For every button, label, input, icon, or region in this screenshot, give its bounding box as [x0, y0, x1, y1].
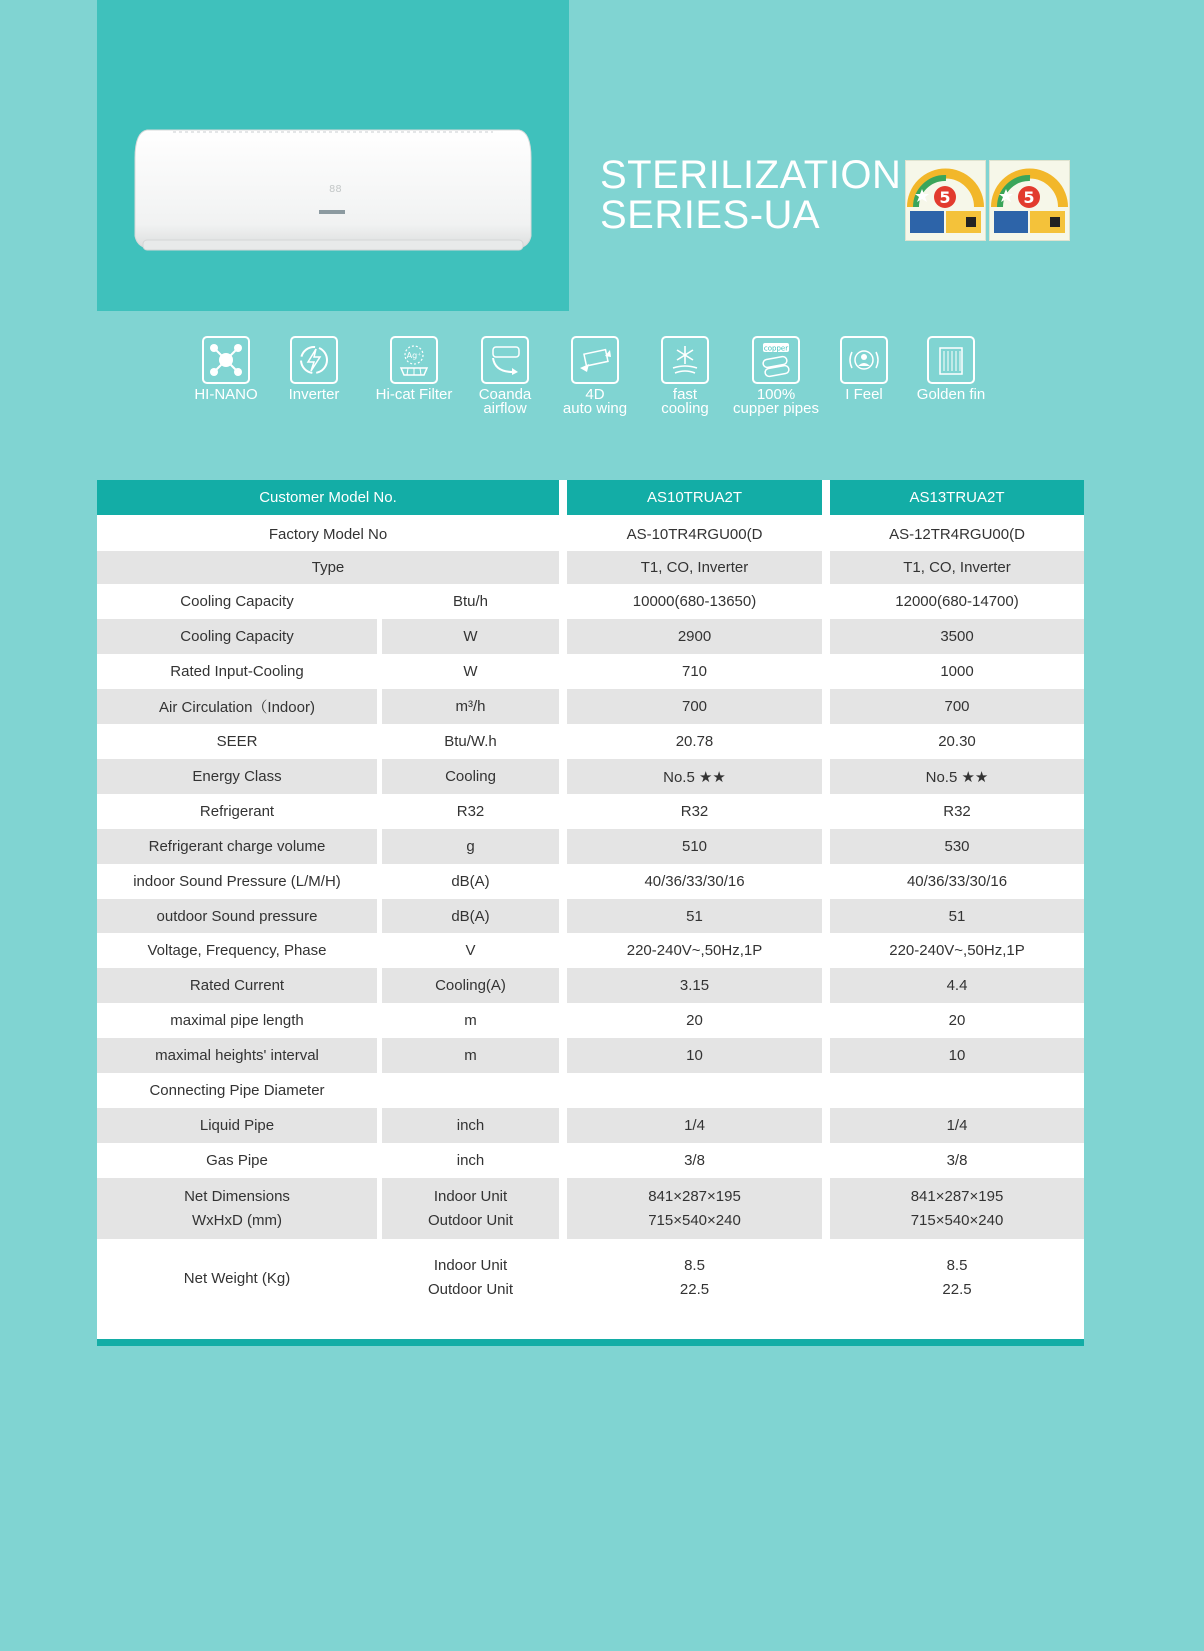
- row-model-1-value: 700: [567, 689, 822, 724]
- row-label: Rated Current: [97, 968, 377, 1003]
- net-dimensions-unit-line-2: Outdoor Unit: [427, 1211, 514, 1229]
- row-unit: Cooling(A): [382, 968, 559, 1003]
- row-model-1-value: 20: [686, 1012, 703, 1029]
- table-row: [97, 1003, 1084, 1038]
- feature-label: Inverter: [288, 386, 340, 403]
- net-weight-unit: [382, 1239, 559, 1317]
- row-model-1-value: T1, CO, Inverter: [567, 551, 822, 584]
- feature-label: fast cooling: [661, 386, 709, 417]
- row-label: Cooling Capacity: [97, 619, 377, 654]
- coanda-icon: [481, 336, 529, 384]
- table-row: [97, 759, 1084, 794]
- feature-list: [0, 336, 1204, 436]
- table-row: [97, 794, 1084, 829]
- row-label: Liquid Pipe: [97, 1108, 377, 1143]
- row-model-1-value: 3/8: [684, 1152, 705, 1169]
- net-dimensions-label-line-1: Net Dimensions: [184, 1187, 290, 1205]
- row-model-2-value: R32: [943, 803, 971, 820]
- net-dimensions-unit: [382, 1178, 559, 1239]
- series-title: [600, 155, 901, 235]
- feature-label: Coanda airflow: [478, 386, 532, 417]
- row-model-2-value: No.5 ★★: [830, 759, 1084, 794]
- row-model-1-value: [567, 1073, 822, 1108]
- title-line-1: STERILIZATION: [600, 153, 902, 197]
- row-model-2-value: 20.30: [938, 733, 976, 750]
- table-row: [97, 968, 1084, 1003]
- table-row: [97, 933, 1084, 968]
- energy-label-icon: [906, 161, 985, 240]
- net-weight-model-2-line-2: 22.5: [942, 1281, 972, 1298]
- net-dimensions-unit-line-1: Indoor Unit: [433, 1187, 508, 1205]
- inverter-icon: [290, 336, 338, 384]
- row-label: maximal pipe length: [170, 1012, 304, 1029]
- svg-text:copper: copper: [763, 344, 789, 353]
- row-model-1-value: R32: [680, 803, 709, 820]
- feature-label: I Feel: [845, 386, 883, 403]
- header-customer-model: Customer Model No.: [97, 480, 559, 515]
- nano-icon: [202, 336, 250, 384]
- feature-label: HI-NANO: [194, 386, 258, 403]
- net-weight-model-2: [830, 1239, 1084, 1317]
- feature-label: Hi-cat Filter: [375, 386, 453, 403]
- auto-wing-icon: [571, 336, 619, 384]
- table-row: [97, 829, 1084, 864]
- table-row: [97, 724, 1084, 759]
- row-unit: Btu/h: [452, 593, 489, 610]
- svg-text:88: 88: [329, 184, 342, 195]
- table-row: [97, 1073, 1084, 1108]
- feature-label: 4D auto wing: [562, 386, 628, 417]
- row-label: Air Circulation（Indoor): [97, 689, 377, 724]
- row-unit: Btu/W.h: [444, 733, 497, 750]
- row-model-1-value: 40/36/33/30/16: [644, 873, 745, 890]
- table-row: [97, 1143, 1084, 1178]
- row-unit: R32: [456, 803, 485, 820]
- row-unit: W: [382, 619, 559, 654]
- row-model-2-value: 12000(680-14700): [895, 593, 1019, 610]
- row-unit: W: [463, 663, 478, 680]
- row-model-2-value: AS-12TR4RGU00(D: [889, 525, 1025, 543]
- row-unit: inch: [382, 1108, 559, 1143]
- row-model-2-value: 3500: [830, 619, 1084, 654]
- row-model-1-value: 510: [567, 829, 822, 864]
- snowflake-icon: [661, 336, 709, 384]
- net-dimensions-model-2-line-1: 841×287×195: [910, 1187, 1004, 1205]
- row-model-2-value: 3/8: [946, 1152, 968, 1169]
- table-row: [97, 584, 1084, 619]
- row-model-1-value: AS-10TR4RGU00(D: [626, 525, 763, 543]
- header-model-2: AS13TRUA2T: [830, 480, 1084, 515]
- svg-text:Ag⁺: Ag⁺: [406, 351, 422, 360]
- table-row-net-dimensions: [97, 1178, 1084, 1239]
- table-header-row: [97, 480, 1084, 515]
- row-model-1-value: 10: [567, 1038, 822, 1073]
- row-model-2-value: 51: [830, 899, 1084, 933]
- net-dimensions-model-1: [567, 1178, 822, 1239]
- copper-pipe-icon: [752, 336, 800, 384]
- table-row: [97, 689, 1084, 724]
- net-weight-model-2-line-1: 8.5: [946, 1257, 968, 1274]
- row-unit: m³/h: [382, 689, 559, 724]
- feature-label: 100% cupper pipes: [733, 386, 819, 417]
- row-model-2-value: T1, CO, Inverter: [830, 551, 1084, 584]
- row-model-1-value: 10000(680-13650): [632, 593, 757, 610]
- row-model-1-value: 20.78: [675, 733, 714, 750]
- net-dimensions-label: [97, 1178, 377, 1239]
- row-label: outdoor Sound pressure: [97, 899, 377, 933]
- table-row: [97, 551, 1084, 584]
- row-unit: Cooling: [382, 759, 559, 794]
- row-label: Refrigerant: [199, 803, 275, 820]
- net-weight-model-1-line-1: 8.5: [684, 1257, 705, 1274]
- row-model-1-value: 3.15: [567, 968, 822, 1003]
- row-model-2-value: [830, 1073, 1084, 1108]
- feature-golden-fin: [896, 336, 1006, 402]
- row-model-1-value: 220-240V~,50Hz,1P: [626, 942, 763, 959]
- row-label: Rated Input-Cooling: [170, 663, 304, 680]
- row-model-2-value: 40/36/33/30/16: [906, 873, 1008, 890]
- row-model-2-value: 220-240V~,50Hz,1P: [889, 942, 1025, 959]
- filter-icon: [390, 336, 438, 384]
- energy-star-number: 5: [939, 188, 951, 207]
- table-row: [97, 619, 1084, 654]
- golden-fin-icon: [927, 336, 975, 384]
- row-model-1-value: 710: [681, 663, 708, 680]
- i-feel-icon: [840, 336, 888, 384]
- spec-table-bottom-bar: [97, 1339, 1084, 1346]
- net-weight-model-1: [567, 1239, 822, 1317]
- title-line-2: SERIES-UA: [600, 193, 821, 237]
- row-unit: [382, 1073, 559, 1108]
- row-model-2-value: 4.4: [830, 968, 1084, 1003]
- row-label: Gas Pipe: [206, 1152, 268, 1169]
- net-dimensions-model-1-line-2: 715×540×240: [648, 1211, 741, 1229]
- row-model-2-value: 530: [830, 829, 1084, 864]
- row-unit: m: [464, 1012, 477, 1029]
- row-label: maximal heights' interval: [97, 1038, 377, 1073]
- table-row: [97, 1038, 1084, 1073]
- row-unit: V: [465, 942, 476, 959]
- row-model-1-value: 1/4: [567, 1108, 822, 1143]
- table-row: [97, 654, 1084, 689]
- hero-panel: [97, 0, 569, 311]
- row-model-2-value: 1/4: [830, 1108, 1084, 1143]
- table-row: [97, 864, 1084, 899]
- row-model-1-value: 2900: [567, 619, 822, 654]
- row-unit: dB(A): [382, 899, 559, 933]
- row-unit: m: [382, 1038, 559, 1073]
- row-model-2-value: 700: [830, 689, 1084, 724]
- feature-inverter: [259, 336, 369, 402]
- row-unit: inch: [456, 1152, 485, 1169]
- net-dimensions-model-2-line-2: 715×540×240: [910, 1211, 1004, 1229]
- row-label: Energy Class: [97, 759, 377, 794]
- air-conditioner-image: [133, 128, 533, 256]
- net-dimensions-model-1-line-1: 841×287×195: [648, 1187, 741, 1205]
- row-model-2-value: 10: [830, 1038, 1084, 1073]
- table-row: [97, 517, 1084, 551]
- net-weight-unit-line-2: Outdoor Unit: [427, 1281, 514, 1298]
- row-label: SEER: [216, 733, 258, 750]
- row-model-2-value: 1000: [940, 663, 974, 680]
- row-label: Cooling Capacity: [180, 593, 294, 610]
- energy-star-number: 5: [1023, 188, 1035, 207]
- row-label: Factory Model No: [268, 525, 388, 543]
- net-weight-label: Net Weight (Kg): [183, 1269, 291, 1287]
- net-weight-unit-line-1: Indoor Unit: [433, 1257, 508, 1274]
- row-model-1-value: 51: [567, 899, 822, 933]
- row-label: indoor Sound Pressure (L/M/H): [133, 873, 341, 890]
- row-unit: g: [382, 829, 559, 864]
- energy-label-1: [905, 160, 986, 241]
- net-dimensions-label-line-2: WxHxD (mm): [192, 1211, 282, 1229]
- net-weight-model-1-line-2: 22.5: [679, 1281, 710, 1298]
- energy-label-icon: [990, 161, 1069, 240]
- row-unit: dB(A): [451, 873, 490, 890]
- table-row: [97, 1108, 1084, 1143]
- energy-labels: [905, 160, 1070, 241]
- row-label: Type: [97, 551, 559, 584]
- row-label: Connecting Pipe Diameter: [149, 1082, 325, 1099]
- row-label: Refrigerant charge volume: [97, 829, 377, 864]
- energy-label-2: [989, 160, 1070, 241]
- feature-label: Golden fin: [916, 386, 986, 403]
- row-model-1-value: No.5 ★★: [567, 759, 822, 794]
- row-model-2-value: 20: [948, 1012, 966, 1029]
- row-label: Voltage, Frequency, Phase: [147, 942, 327, 959]
- net-dimensions-model-2: [830, 1178, 1084, 1239]
- table-row-net-weight: [97, 1239, 1084, 1317]
- header-model-1: AS10TRUA2T: [567, 480, 822, 515]
- table-row: [97, 899, 1084, 933]
